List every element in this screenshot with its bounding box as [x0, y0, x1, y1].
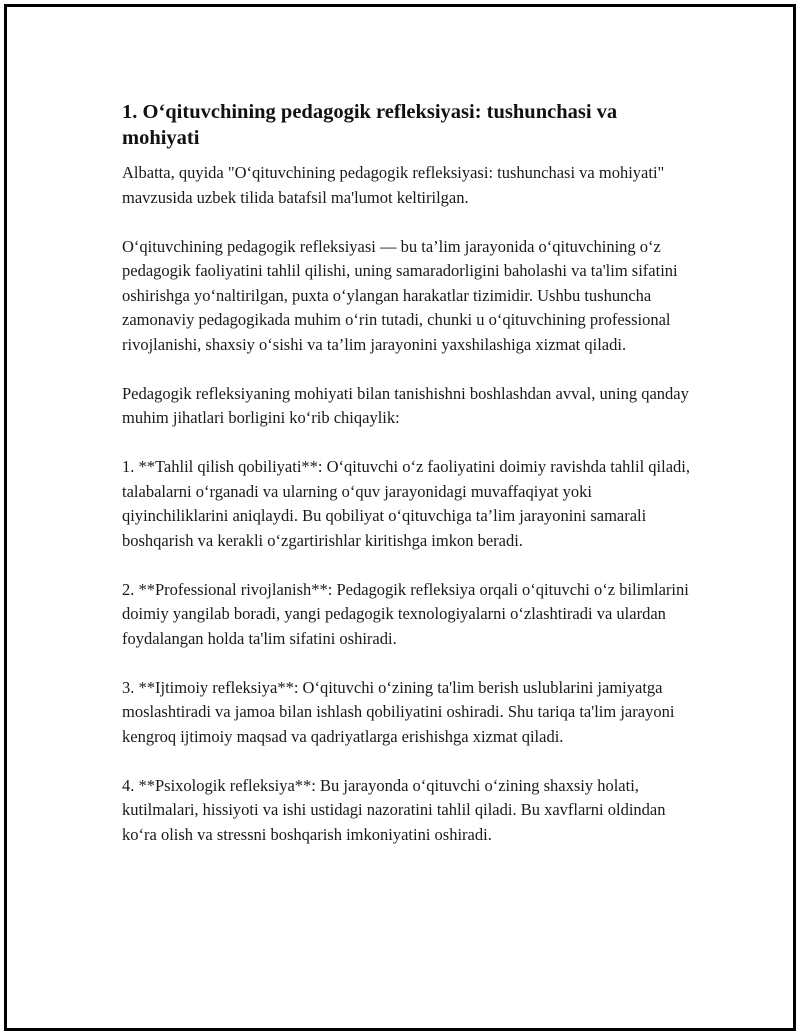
list-item-psychological: 4. **Psixologik refleksiya**: Bu jarayonda o‘qituvchi o‘zining shaxsiy holati, kutilmalari, hissiyoti va ishi ustidagi nazoratini tahlil qiladi. Bu xavflarni oldindan ko‘ra olish va stressni boshqarish imkoniyatini oshiradi.	[122, 775, 666, 844]
list-item-analysis: 1. **Tahlil qilish qobiliyati**: O‘qituvchi o‘z faoliyatini doimiy ravishda tahlil qiladi, talabalarni o‘rganadi va ularning o‘quv jarayonidagi muvaffaqiyat yoki qiyinchiliklarini aniqlaydi. Bu qobiliyat o‘qituvchiga ta’lim jarayonini samarali boshqarish va kerakli o‘zgartirishlar kiritishga imkon beradi.	[122, 457, 691, 550]
definition-paragraph: O‘qituvchining pedagogik refleksiyasi — bu ta’lim jarayonida o‘qituvchining o‘z pedagogik faoliyatini tahlil qilishi, uning samaradorligini baholashi va ta'lim sifatini oshirishga yo‘naltirilgan, puxta o‘ylangan harakatlar tizimidir. Ushbu tushuncha zamonaviy pedagogikada muhim o‘rin tutadi, chunki u o‘qituvchining professional rivojlanishi, shaxsiy o‘sishi va ta’lim jarayonini yaxshilashiga xizmat qiladi.	[122, 236, 678, 354]
document-body	[122, 99, 692, 872]
intro-paragraph: Albatta, quyida "O‘qituvchining pedagogik refleksiyasi: tushunchasi va mohiyati" mavzusida uzbek tilida batafsil ma'lumot keltirilgan.	[122, 163, 665, 207]
lead-in-paragraph: Pedagogik refleksiyaning mohiyati bilan tanishishni boshlashdan avval, uning qanday muhim jihatlari borligini ko‘rib chiqaylik:	[122, 383, 689, 427]
page-frame	[4, 4, 796, 1031]
list-item-social: 3. **Ijtimoiy refleksiya**: O‘qituvchi o‘zining ta'lim berish uslublarini jamiyatga moslashtiradi va jamoa bilan ishlash qobiliyatini oshiradi. Shu tariqa ta'lim jarayoni kengroq ijtimoiy maqsad va qadriyatlarga erishishga xizmat qiladi.	[122, 677, 675, 746]
document-title: 1. O‘qituvchining pedagogik refleksiyasi: tushunchasi va mohiyati	[122, 101, 618, 149]
list-item-professional: 2. **Professional rivojlanish**: Pedagogik refleksiya orqali o‘qituvchi o‘z bilimlarini doimiy yangilab boradi, yangi pedagogik texnologiyalarni o‘zlashtiradi va ulardan foydalangan holda ta'lim sifatini oshiradi.	[122, 579, 689, 648]
